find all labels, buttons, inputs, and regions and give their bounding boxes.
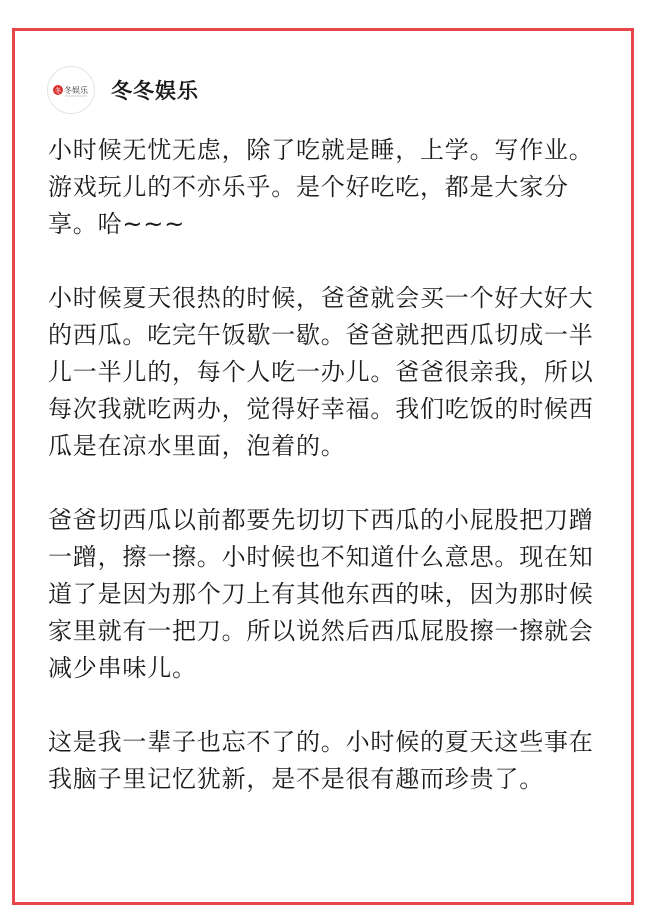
article-body <box>48 132 608 798</box>
author-header <box>47 66 199 114</box>
brand-logo-text: 冬娱乐 <box>64 86 88 95</box>
brand-logo-icon <box>52 81 90 99</box>
author-name[interactable]: 冬冬娱乐 <box>111 79 199 103</box>
article-paragraph: 爸爸切西瓜以前都要先切切下西瓜的小屁股把刀蹭一蹭，擦一擦。小时候也不知道什么意思。现在知道了是因为那个刀上有其他东西的味，因为那时候家里就有一把刀。所以说然后西瓜屁股擦一擦就会减少串味儿。 <box>48 506 594 682</box>
svg-text:冬: 冬 <box>54 87 62 95</box>
article-paragraph: 小时候无忧无虑，除了吃就是睡，上学。写作业。游戏玩儿的不亦乐乎。是个好吃吃，都是大家分享。哈~~~ <box>48 136 594 238</box>
article-paragraph: 小时候夏天很热的时候，爸爸就会买一个好大好大的西瓜。吃完午饭歇一歇。爸爸就把西瓜切成一半儿一半儿的，每个人吃一办儿。爸爸很亲我，所以每次我就吃两办，觉得好幸福。我们吃饭的时候西瓜是在凉水里面，泡着的。 <box>48 284 594 460</box>
avatar[interactable] <box>47 66 95 114</box>
article-paragraph: 这是我一辈子也忘不了的。小时候的夏天这些事在我脑子里记忆犹新，是不是很有趣而珍贵了。 <box>48 728 594 793</box>
